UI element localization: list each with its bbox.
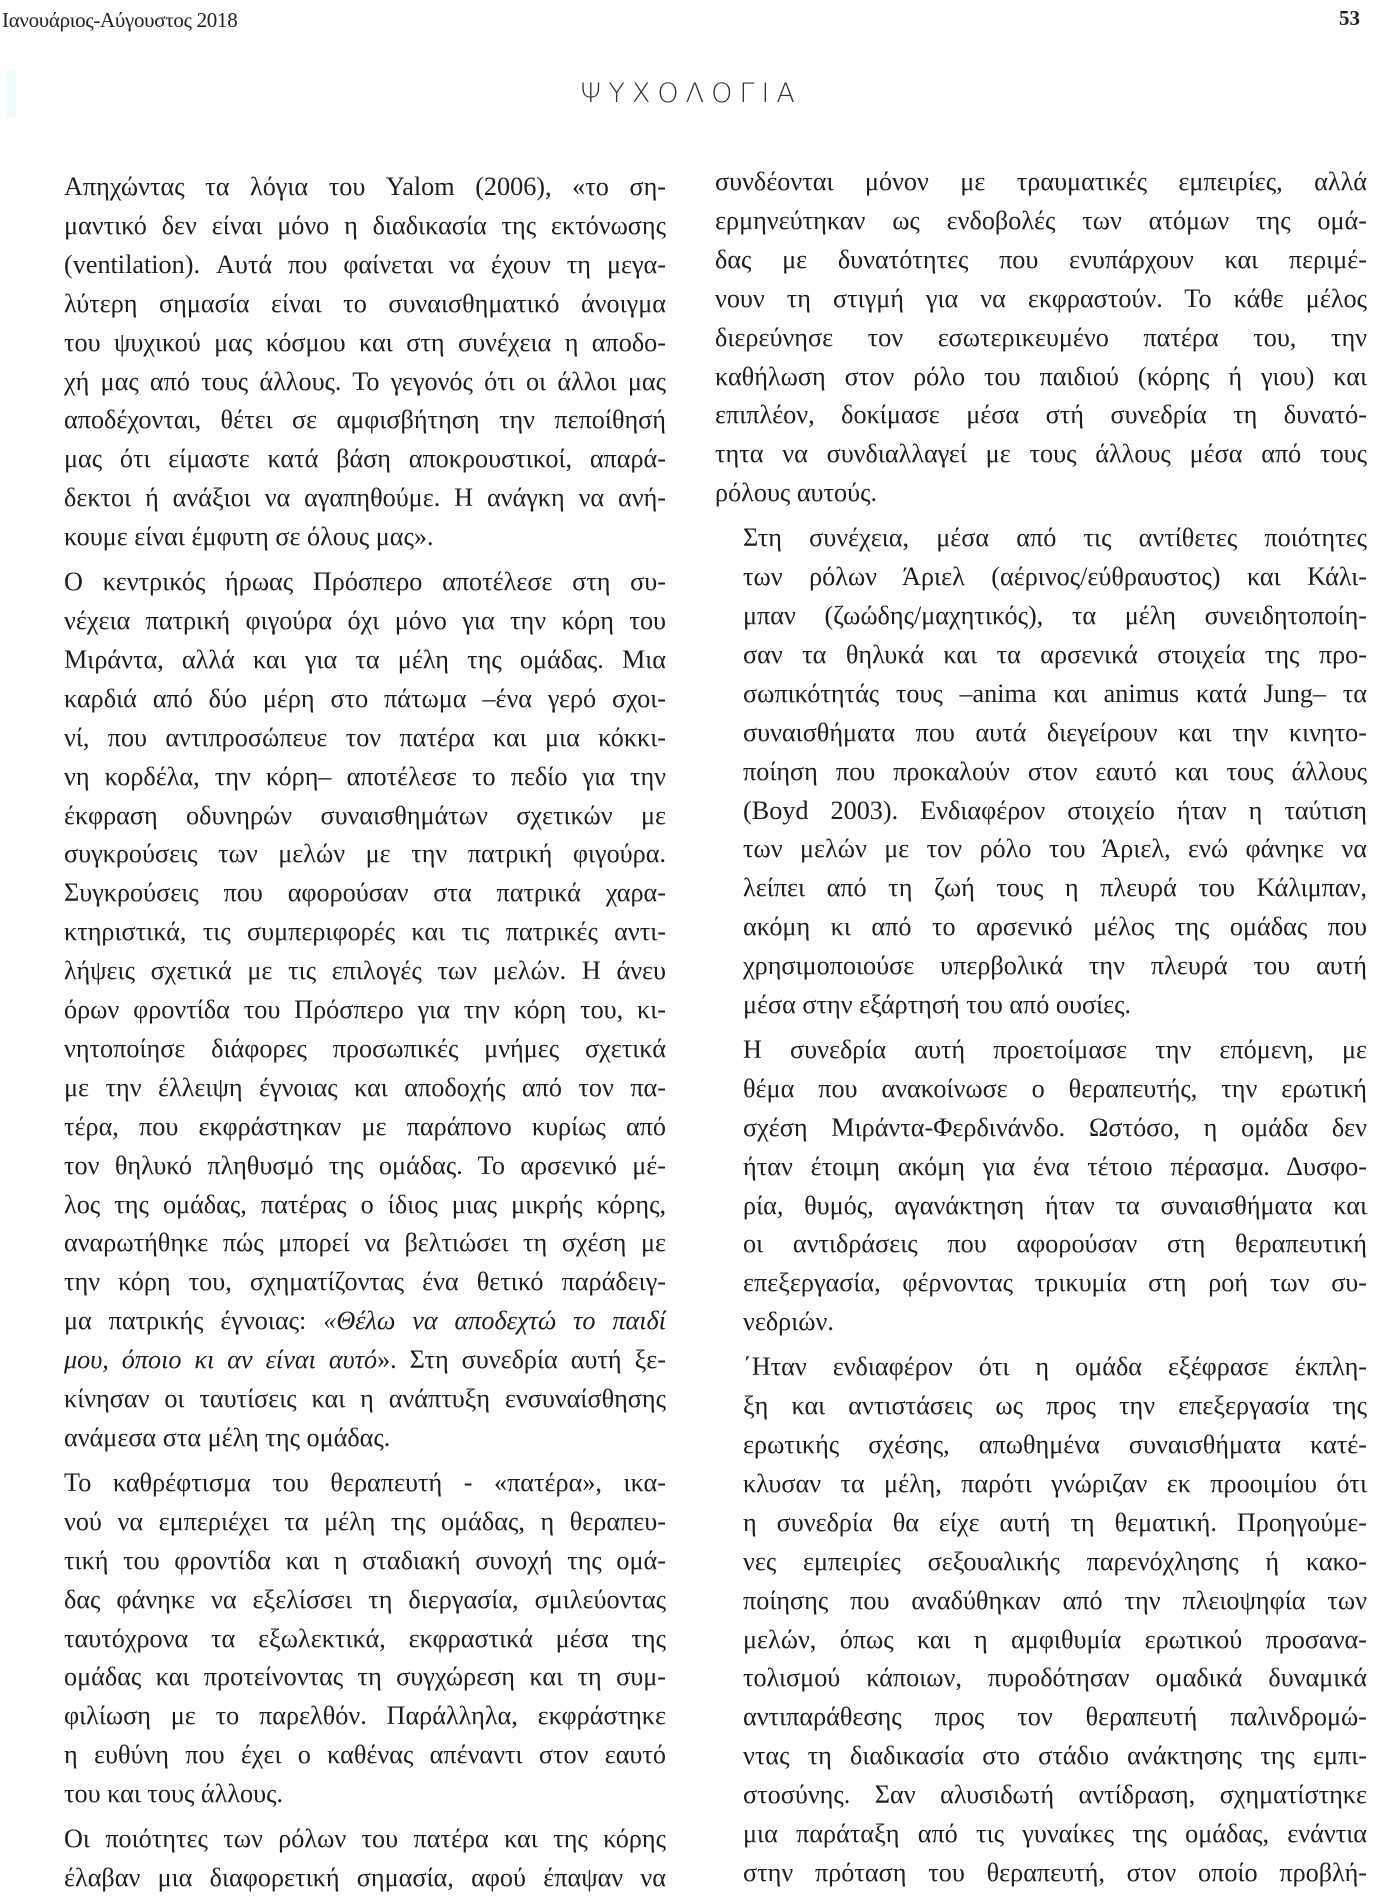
text-line: με την έλλειψη έγνοιας και αποδοχής από τον πα- — [64, 1072, 666, 1102]
text-line: χρησιμοποιούσε υπερβολικά την πλευρά του αυτή — [743, 951, 1367, 981]
text-line: έκφραση οδυνηρών συναισθημάτων σχετικών με — [64, 800, 666, 830]
text-line: μελών, όπως και η αμφιθυμία ερωτικού προσανα- — [743, 1624, 1367, 1654]
text-line: ανάμεσα στα μέλη της ομάδας. — [64, 1423, 391, 1452]
text-line: ερμηνεύτηκαν ως ενδοβολές των ατόμων της ομά- — [715, 205, 1367, 235]
text-line: ΄Ηταν ενδιαφέρον ότι η ομάδα εξέφρασε έκπλη- — [743, 1352, 1367, 1382]
text-line: σαν τα θηλυκά και τα αρσενικά στοιχεία της προ- — [743, 639, 1367, 669]
text-line: ακόμη κι από το αρσενικό μέλος της ομάδας που — [743, 912, 1367, 942]
text-line: λήψεις σχετικά με τις επιλογές των μελών. Η άνευ — [64, 956, 666, 986]
text-line: ποίηση που προκαλούν στον εαυτό και τους άλλους — [743, 756, 1367, 786]
text-line: δας με δυνατότητες που ενυπάρχουν και περιμέ- — [715, 244, 1367, 274]
text-line: του ψυχικού μας κόσμου και στη συνέχεια η αποδο- — [64, 327, 666, 357]
page-number: 53 — [1339, 6, 1360, 30]
text-line: μαντικό δεν είναι μόνο η διαδικασία της εκτόνωσης — [64, 210, 666, 240]
text-line: τέρα, που εκφράστηκαν με παράπονο κυρίως από — [64, 1111, 666, 1141]
text-line: των ρόλων Άριελ (αέρινος/εύθραυστος) και Κάλι- — [743, 562, 1367, 592]
text-line: αναρωτήθηκε πώς μπορεί να βελτιώσει τη σχέση με — [64, 1228, 666, 1258]
text-line: κλυσαν τα μέλη, παρότι γνώριζαν εκ προοιμίου ότι — [743, 1468, 1367, 1498]
text-line: ντας τη διαδικασία στο στάδιο ανάκτησης της εμπι- — [743, 1741, 1367, 1771]
text-line: Οι ποιότητες των ρόλων του πατέρα και της κόρης — [64, 1824, 666, 1854]
text-line: νητοποίησε διάφορες προσωπικές μνήμες σχετικά — [64, 1033, 666, 1063]
text-line: συνδέονται μόνον με τραυματικές εμπειρίες, αλλά — [715, 167, 1367, 196]
text-line: θέμα που ανακοίνωσε ο θεραπευτής, την ερωτική — [743, 1073, 1367, 1103]
quote-italic: μου, όποιο κι αν είναι αυτό — [64, 1345, 378, 1375]
paragraph — [36, 563, 666, 1458]
text-line: ρόλους αυτούς. — [715, 478, 878, 508]
text-line: η ευθύνη που έχει ο καθένας απέναντι στον εαυτό — [64, 1740, 666, 1770]
text-line: δεκτοι ή ανάξιοι να αγαπηθούμε. Η ανάγκη να ανή- — [64, 483, 666, 513]
text-line: (ventilation). Αυτά που φαίνεται να έχουν τη μεγα- — [64, 249, 666, 279]
text-line: ρία, θυμός, αγανάκτηση ήταν τα συναισθήματα και — [743, 1190, 1367, 1220]
paragraph — [715, 519, 1367, 1025]
text-line: νού να εμπεριέχει τα μέλη της ομάδας, η θεραπευ- — [64, 1506, 666, 1536]
text-line: τητα να συνδιαλλαγεί με τους άλλους μέσα από τους — [715, 439, 1367, 469]
text-line: ταυτόχρονα τα εξωλεκτικά, εκφραστικά μέσα της — [64, 1623, 666, 1653]
text-line: την κόρη του, σχηματίζοντας ένα θετικό παράδειγ- — [64, 1267, 666, 1297]
text-line: όρων φροντίδα του Πρόσπερο για την κόρη του, κι- — [64, 995, 666, 1025]
text-line: κτηριστικά, τις συμπεριφορές και τις πατρικές αντι- — [64, 917, 666, 947]
text-line: λύτερη σημασία είναι το συναισθηματικό άνοιγμα — [64, 288, 666, 318]
paragraph — [715, 163, 1367, 513]
text-line: σωπικότητάς τους –anima και animus κατά Jung– τα — [743, 678, 1367, 708]
text-line: νεδριών. — [743, 1307, 834, 1337]
text-line: μια παράταξη από τις γυναίκες της ομάδας, ενάντια — [743, 1819, 1367, 1849]
text-line: διερεύνησε τον εσωτερικευμένο πατέρα του, την — [715, 322, 1367, 352]
text-line: μας ότι είμαστε κατά βάση αποκρουστικοί, απαρά- — [64, 444, 666, 474]
text-line: ερωτικής σχέσης, απωθημένα συναισθήματα κατέ- — [743, 1430, 1367, 1459]
text-line: φιλίωση με το παρελθόν. Παράλληλα, εκφράστηκε — [64, 1701, 666, 1731]
text-line: καρδιά από δύο μέρη στο πάτωμα –ένα γερό σχοι- — [64, 683, 666, 713]
text-line: μα πατρικής έγνοιας: «Θέλω να αποδεχτώ το παιδί — [64, 1306, 667, 1336]
text-line: νουν τη στιγμή για να εκφραστούν. Το κάθε μέλος — [715, 283, 1367, 313]
text-line: στην πρόταση του θεραπευτή, στον οποίο προβλή- — [743, 1857, 1367, 1887]
paragraph-lines — [36, 1380, 666, 1458]
text-line: τική του φροντίδα και η σταδιακή συνοχή της ομά- — [64, 1545, 666, 1575]
paragraph — [36, 168, 666, 557]
text-line: καθήλωση στον ρόλο του παιδιού (κόρης ή γιου) και — [715, 361, 1367, 391]
text-line: ξη και αντιστάσεις ως προς την επεξεργασία της — [743, 1391, 1367, 1421]
text-line: Η συνεδρία αυτή προετοίμασε την επόμενη, με — [743, 1034, 1367, 1064]
text-line: ποίησης που αναδύθηκαν από την πλειοψηφία των — [743, 1585, 1367, 1615]
text-line: συγκρούσεις των μελών με την πατρική φιγούρα. — [64, 839, 666, 869]
text-line: κίνησαν οι ταυτίσεις και η ανάπτυξη ενσυναίσθησης — [64, 1384, 666, 1414]
left-column — [36, 168, 666, 1904]
paragraph — [715, 1348, 1367, 1893]
right-column — [715, 163, 1367, 1899]
text-line: επιπλέον, δοκίμασε μέσα στή συνεδρία τη δυνατό- — [715, 400, 1367, 430]
text-line: σχέση Μιράντα-Φερδινάνδο. Ωστόσο, η ομάδα δεν — [743, 1112, 1367, 1142]
text-line: Συγκρούσεις που αφορούσαν στα πατρικά χαρα- — [64, 878, 666, 908]
text-line: έλαβαν μια διαφορετική σημασία, αφού έπαψαν να — [64, 1862, 666, 1892]
text-line: των μελών με τον ρόλο του Άριελ, ενώ φάνηκε να — [743, 834, 1367, 864]
text-line: ήταν έτοιμη ακόμη για ένα τέτοιο πέρασμα. Δυσφο- — [743, 1151, 1367, 1181]
text-line: νί, που αντιπροσώπευε τον πατέρα και μια κόκκι- — [64, 722, 666, 752]
text-line: μου, όποιο κι αν είναι αυτό». Στη συνεδρία αυτή ξε- — [64, 1345, 666, 1375]
text-line: η συνεδρία θα είχε αυτή τη θεματική. Προηγούμε- — [743, 1507, 1367, 1537]
section-title: ΨΥΧΟΛΟΓΙΑ — [580, 78, 802, 109]
text-line: δας φάνηκε να εξελίσσει τη διεργασία, σμιλεύοντας — [64, 1584, 666, 1614]
text-line: μπαν (ζωώδης/μαχητικός), τα μέλη συνειδητοποίη- — [743, 600, 1367, 630]
text-line: οι αντιδράσεις που αφορούσαν στη θεραπευτική — [743, 1229, 1367, 1259]
paragraph — [36, 1464, 666, 1814]
text-line: Μιράντα, αλλά και για τα μέλη της ομάδας. Μια — [64, 644, 666, 674]
text-line: ομάδας και προτείνοντας τη συγχώρεση και τη συμ- — [64, 1662, 666, 1692]
text-line: χή μας από τους άλλους. Το γεγονός ότι οι άλλοι μας — [64, 366, 666, 396]
text-line: Στη συνέχεια, μέσα από τις αντίθετες ποιότητες — [743, 523, 1367, 553]
running-head: Ιανουάριος-Αύγουστος 2018 — [2, 8, 238, 32]
text-line: Απηχώντας τα λόγια του Yalom (2006), «το ση- — [64, 172, 666, 201]
text-line: Ο κεντρικός ήρωας Πρόσπερο αποτέλεσε στη συ- — [64, 567, 666, 597]
text-line: συναισθήματα που αυτά διεγείρουν και την κινητο- — [743, 717, 1367, 747]
text-line: Το καθρέφτισμα του θεραπευτή - «πατέρα», ικα- — [64, 1467, 666, 1497]
text-line: κουμε είναι έμφυτη σε όλους μας». — [64, 522, 434, 552]
text-line: λείπει από τη ζωή τους η πλευρά του Κάλιμπαν, — [743, 873, 1367, 903]
text-line: τολισμού κάποιων, πυροδότησαν ομαδικά δυναμικά — [743, 1663, 1367, 1693]
text-line: νες εμπειρίες σεξουαλικής παρενόχλησης ή κακο- — [743, 1546, 1367, 1576]
text-line: λος της ομάδας, πατέρας ο ίδιος μιας μικρής κόρης, — [64, 1189, 666, 1219]
text-line: μέσα στην εξάρτησή του από ουσίες. — [743, 990, 1132, 1020]
text-line: στοσύνης. Σαν αλυσιδωτή αντίδραση, σχηματίστηκε — [743, 1780, 1367, 1810]
paragraph-lines — [36, 563, 666, 1302]
paragraph — [36, 1820, 666, 1898]
text-line: αποδέχονται, θέτει σε αμφισβήτηση την πεποίθησή — [64, 405, 666, 435]
text-line: επεξεργασία, φέρνοντας τρικυμία στη ροή των συ- — [743, 1268, 1367, 1298]
text-line: του και τους άλλους. — [64, 1779, 284, 1809]
text-line: νη κορδέλα, την κόρη– αποτέλεσε το πεδίο για την — [64, 761, 666, 791]
text-line: τον θηλυκό πληθυσμό της ομάδας. Το αρσενικό μέ- — [64, 1150, 666, 1180]
text-line: νέχεια πατρική φιγούρα όχι μόνο για την κόρη του — [64, 605, 666, 635]
text-line: αντιπαράθεσης προς τον θεραπευτή παλινδρομώ- — [743, 1702, 1367, 1732]
text-line: (Boyd 2003). Ενδιαφέρον στοιχείο ήταν η ταύτιση — [743, 795, 1367, 825]
paragraph — [715, 1031, 1367, 1342]
quote-italic: «Θέλω να αποδεχτώ το παιδί — [323, 1306, 667, 1336]
